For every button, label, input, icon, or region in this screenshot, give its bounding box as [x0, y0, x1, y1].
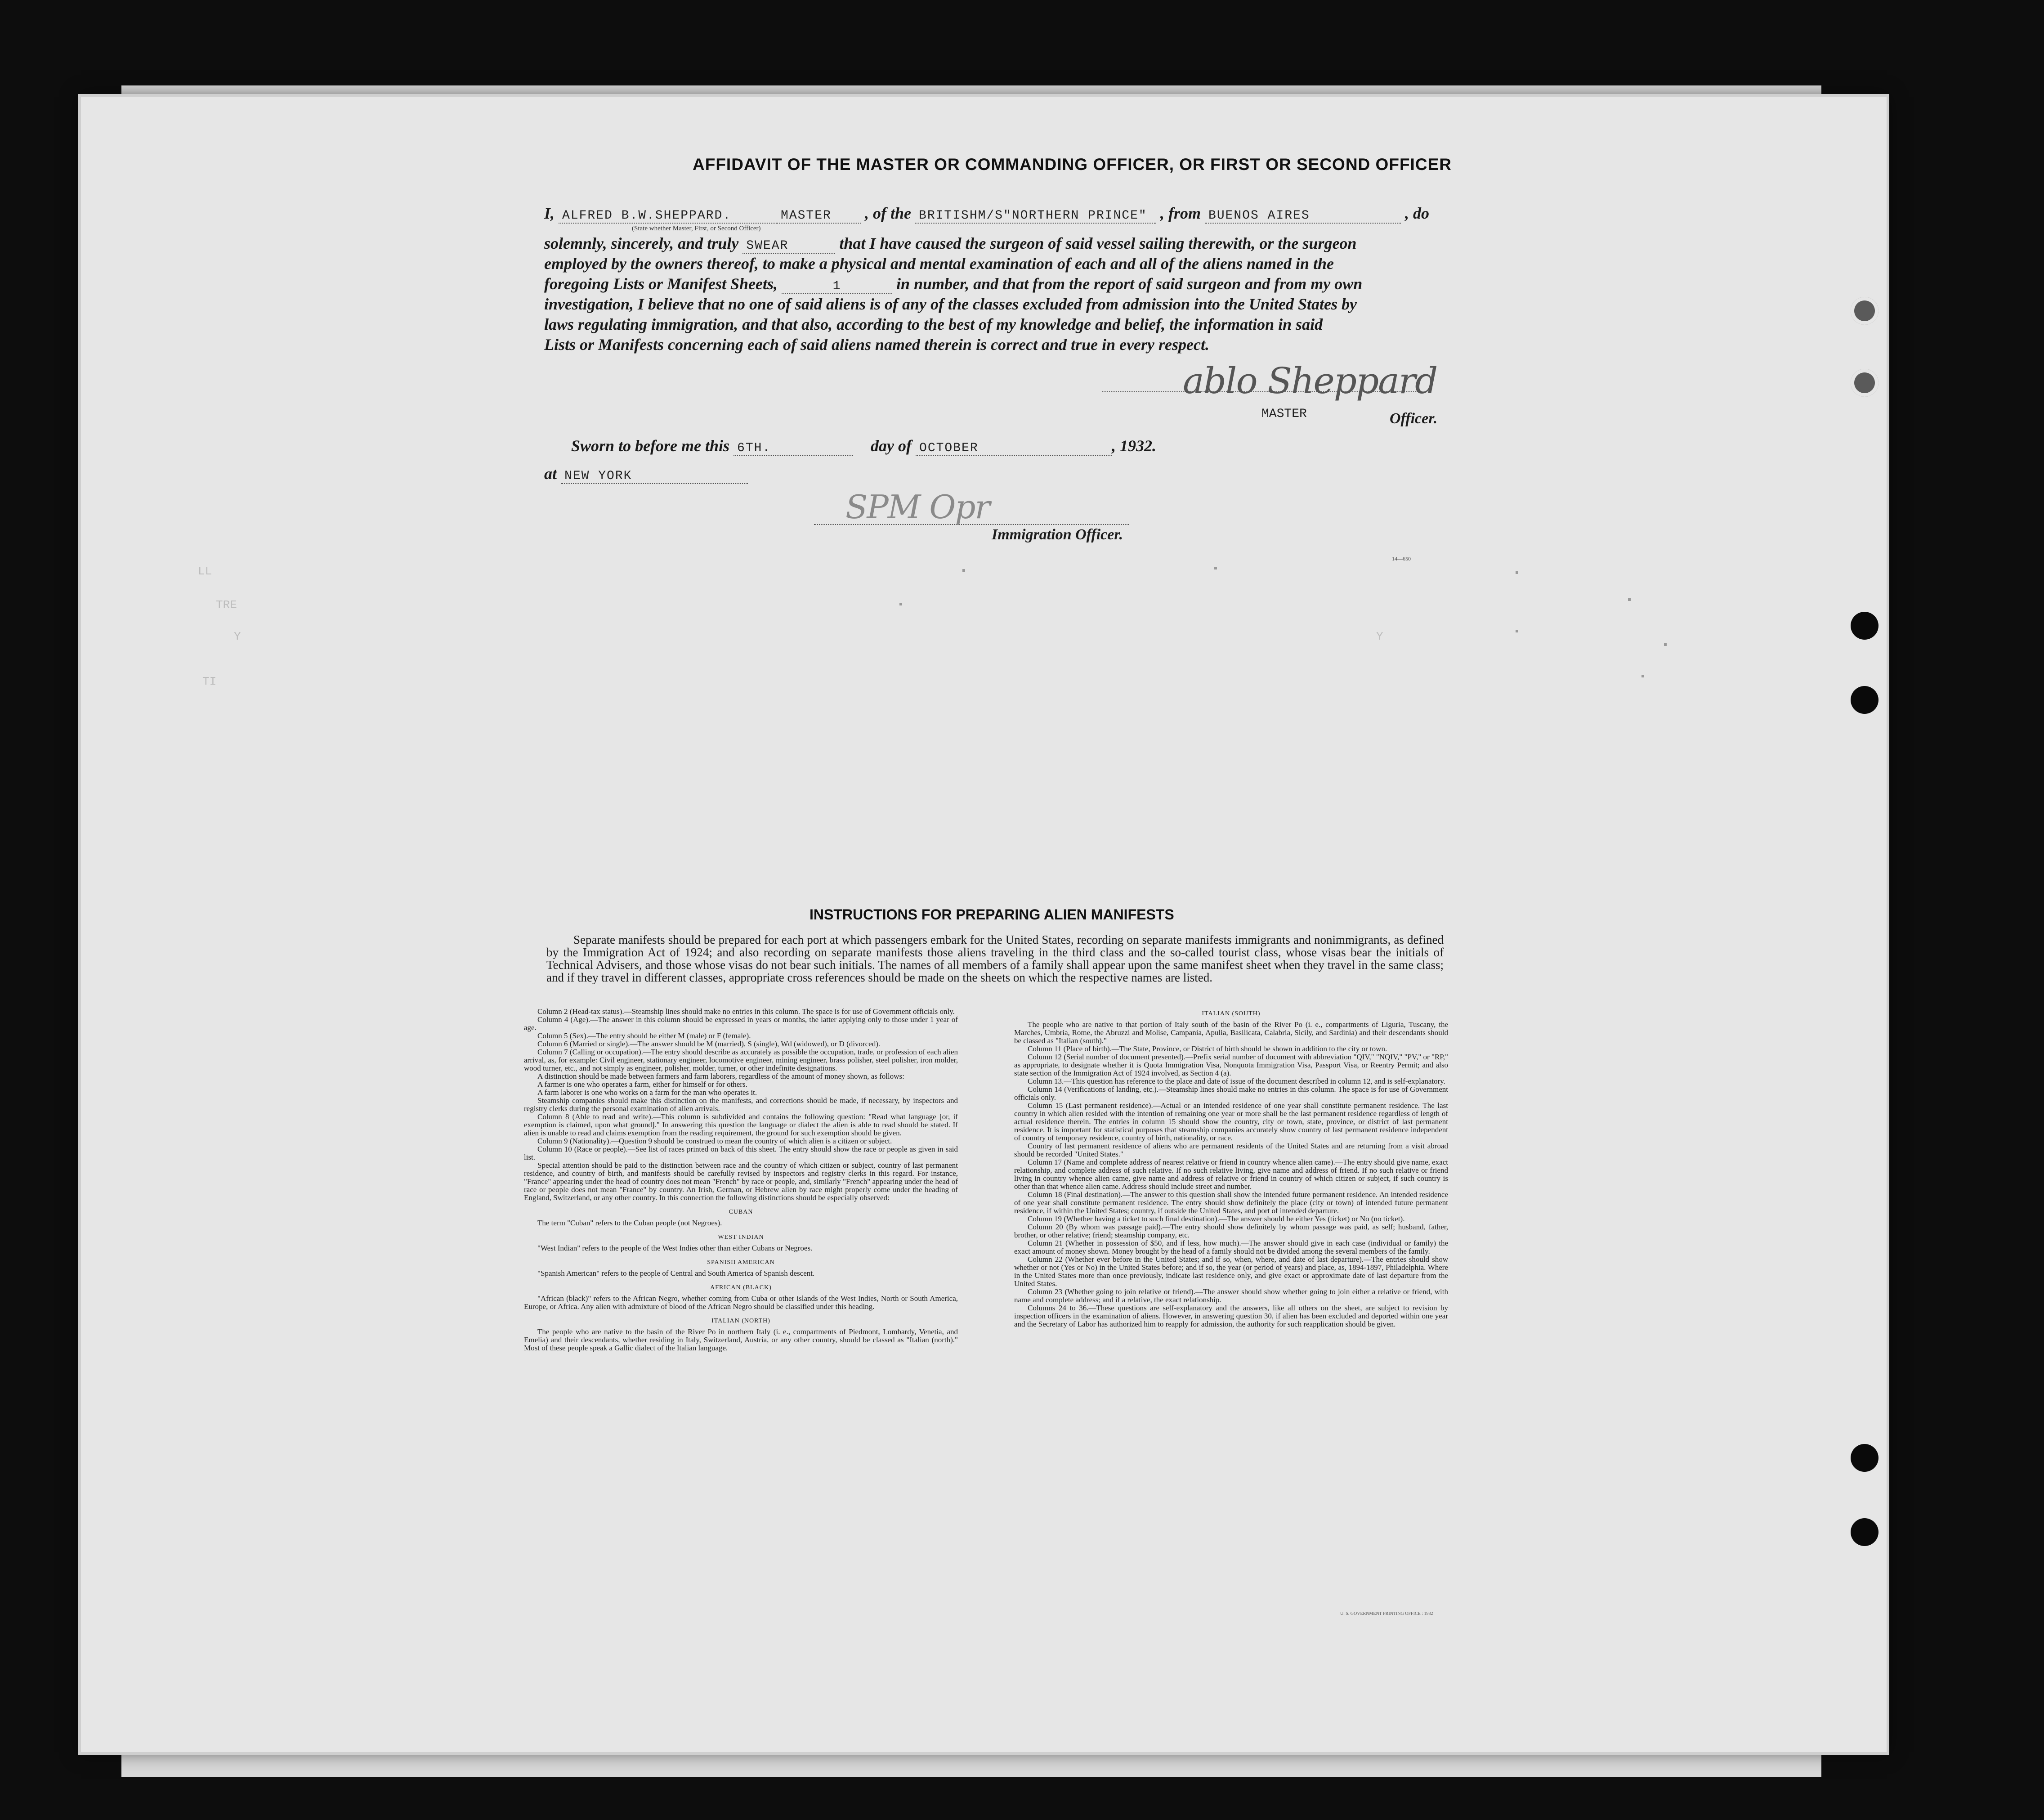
oath-field: SWEAR — [742, 239, 835, 254]
form-number: 14—650 — [1392, 556, 1411, 562]
instruction-paragraph: Special attention should be paid to the distinction between race and the country of which citizen or subject, country of last permanent residence, and country of birth, and manifests should be carefully revised by inspectors and registry clerks in this regard. For instance, "France" appearing under the head of country does not mean "French" by race or people, and, similarly "French" appearing under the head of race or people does not mean "France" by country. An Irish, German, or Hebrew alien by race might properly come under the heading of England, Switzerland, or any other country. In this connection the following distinctions should be especially observed: — [524, 1161, 958, 1202]
section-heading-spanish-american: SPANISH AMERICAN — [707, 1259, 775, 1266]
bleed-through-mark — [1516, 571, 1518, 574]
instructions-intro: Separate manifests should be prepared for each port at which passengers embark for the United States, recording on separate manifests immigrants and nonimmigrants, as defined by the Immigration Act of 1924; and also recording on separate manifests those aliens traveling in the third class and the so-called tourist class, whose visas bear the initials of Technical Advisers, and those whose visas do not bear such initials. The names of all members of a family shall appear upon the same manifest sheet when they travel in the same class; and if they travel in different classes, appropriate cross references should be made on the sheets on which the respective names are listed. — [546, 933, 1444, 984]
instruction-paragraph: The people who are native to that portion of Italy south of the basin of the River Po (i. e., compartments of Liguria, Tuscany, the Marches, Umbria, Rome, the Abruzzi and Molise, Campania, Apulia, Basilicata, Calabria, Sicily, and Sardinia) and their descendants should be classed as "Italian (south)." — [1014, 1020, 1448, 1045]
instruction-paragraph: Column 10 (Race or people).—See list of races printed on back of this sheet. The entry should show the race or people as given in said list. — [524, 1145, 958, 1161]
instruction-paragraph: Column 22 (Whether ever before in the United States; and if so, when, where, and date of last departure).—The entries should show whether or not (Yes or No) in the United States before; and if so, the year (or period of years) and place, as, 1894-1897, Philadelphia. Where in the United States more than once previously, indicate last residence only, and give exact or approximate date of last departure from the United States. — [1014, 1255, 1448, 1288]
sworn-text: day of — [871, 437, 912, 455]
section-heading-cuban: CUBAN — [729, 1209, 753, 1215]
instruction-paragraph: Column 4 (Age).—The answer in this column should be expressed in years or months, the latter applying only to those under 1 year of age. — [524, 1015, 958, 1032]
sworn-day-field: 6TH. — [734, 441, 853, 456]
printer-imprint: U. S. GOVERNMENT PRINTING OFFICE : 1932 — [1340, 1611, 1433, 1616]
instruction-paragraph: A farm laborer is one who works on a farm for the man who operates it. — [537, 1088, 757, 1097]
bleed-through-mark — [1214, 567, 1217, 569]
officer-label: Officer. — [1390, 410, 1438, 427]
bleed-through-text: Y — [1376, 630, 1383, 643]
sworn-line — [544, 436, 1156, 456]
affidavit-line-2 — [544, 234, 1356, 254]
instruction-paragraph: Columns 24 to 36.—These questions are self-explanatory and the answers, like all others on the sheet, are subject to revision by inspection officers in the examination of aliens. However, in answering question 30, if alien has been excluded and deported within one year and the Secretary of Labor has authorized him to reapply for admission, the authority for such reapplication should be given. — [1014, 1304, 1448, 1328]
instruction-paragraph: Column 12 (Serial number of document presented).—Prefix serial number of document with abbreviation "QIV," "NQIV," "PV," or "RP," as appropriate, to designate whether it is Quota Immigration Visa, Nonquota Immigration Visa, Passport Visa, or Reentry Permit; and also state section of the Immigration Act of 1924 involved, as Section 4 (a). — [1014, 1053, 1448, 1077]
affidavit-i: I, — [544, 204, 555, 222]
bleed-through-text: Y — [234, 630, 241, 643]
section-heading-african: AFRICAN (BLACK) — [710, 1284, 772, 1291]
binder-hole — [1851, 686, 1879, 714]
affidavit-text: solemnly, sincerely, and truly — [544, 234, 739, 252]
binder-hole — [1851, 1444, 1879, 1472]
binder-hole — [1851, 297, 1879, 325]
instruction-paragraph: Column 20 (By whom was passage paid).—The entry should show definitely by whom passage was paid, as self; husband, father, brother, or other relative; friend; steamship company, etc. — [1014, 1223, 1448, 1239]
instruction-paragraph: "Spanish American" refers to the people of Central and South America of Spanish descent. — [537, 1269, 815, 1278]
bleed-through-mark — [962, 569, 965, 572]
of-the-label: , of the — [865, 204, 912, 222]
instruction-paragraph: Column 15 (Last permanent residence).—Actual or an intended residence of one year shall constitute permanent residence. The last country in which alien resided with the intention of remaining one year or more shall be the last permanent residence regardless of length of actual residence therein. The entries in column 15 should show the country, city or town, state, province, or district of last permanent residence. It is important for statistical purposes that steamship companies accurately show country of last permanent residence independent of country of temporary residence, country of birth, nationality, or race. — [1014, 1101, 1448, 1142]
sheet-count-field: 1 — [782, 279, 892, 294]
instruction-paragraph: Column 19 (Whether having a ticket to such final destination).—The answer should be either Yes (ticket) or No (no ticket). — [1028, 1215, 1405, 1223]
instructions-title: INSTRUCTIONS FOR PREPARING ALIEN MANIFESTS — [810, 906, 1174, 923]
binder-hole — [1851, 612, 1879, 640]
sworn-month-field: OCTOBER — [916, 441, 1112, 456]
affidavit-line-4 — [544, 274, 1362, 294]
from-label: , from — [1160, 204, 1201, 222]
bleed-through-mark — [1628, 598, 1631, 601]
rank-note: (State whether Master, First, or Second Officer) — [632, 225, 761, 232]
bleed-through-text: TI — [202, 675, 217, 688]
section-heading-west-indian: WEST INDIAN — [718, 1234, 764, 1241]
master-name-field: ALFRED B.W.SHEPPARD. — [559, 209, 777, 224]
section-heading-italian-north: ITALIAN (NORTH) — [711, 1318, 770, 1324]
instructions-right-column — [1014, 1010, 1448, 1328]
instruction-paragraph: The term "Cuban" refers to the Cuban people (not Negroes). — [537, 1219, 722, 1227]
vessel-field: BRITISHM/S"NORTHERN PRINCE" — [915, 209, 1156, 224]
do-label: , do — [1405, 204, 1430, 222]
sworn-place-field: NEW YORK — [561, 469, 748, 484]
instruction-paragraph: Column 6 (Married or single).—The answer should be M (married), S (single), Wd (widowed), or D (divorced). — [537, 1040, 881, 1048]
sworn-text: Sworn to before me this — [571, 437, 730, 455]
affidavit-text: foregoing Lists or Manifest Sheets, — [544, 275, 778, 293]
binder-hole — [1851, 369, 1879, 397]
affidavit-line-1 — [544, 204, 1429, 224]
instruction-paragraph: Column 14 (Verifications of landing, etc.).—Steamship lines should make no entries in this column. The space is for use of Government officials only. — [1014, 1085, 1448, 1102]
immigration-officer-signature: SPM Opr — [845, 488, 989, 526]
affidavit-text: that I have caused the surgeon of said vessel sailing therewith, or the surgeon — [839, 234, 1357, 252]
affidavit-text: in number, and that from the report of said surgeon and from my own — [896, 275, 1363, 293]
binder-hole — [1851, 1518, 1879, 1546]
port-from-field: BUENOS AIRES — [1205, 209, 1401, 224]
affidavit-line-3: employed by the owners thereof, to make a physical and mental examination of each and all of the aliens named in the — [544, 255, 1334, 273]
instruction-paragraph: Column 17 (Name and complete address of nearest relative or friend in country whence alien came).—The entry should give name, exact relationship, and complete address of such relative. If no such relative living, give name and address of friend. If no such relative or friend living in country whence alien came, give name and address of relative or friend in country of which citizen or subject, if such country is other than that whence alien came. Address should include street and number. — [1014, 1158, 1448, 1191]
bleed-through-mark — [1516, 630, 1518, 632]
instruction-paragraph: Steamship companies should make this distinction on the manifests, and corrections should be made, if necessary, by inspectors and registry clerks during the personal examination of alien arrivals. — [524, 1096, 958, 1113]
instruction-paragraph: Column 9 (Nationality).—Question 9 should be construed to mean the country of which alien is a citizen or subject. — [537, 1137, 892, 1145]
immigration-officer-label: Immigration Officer. — [992, 526, 1123, 543]
sworn-place-line — [544, 464, 748, 484]
affidavit-line-7: Lists or Manifests concerning each of said aliens named therein is correct and true in every respect. — [544, 336, 1209, 354]
signer-title: MASTER — [1261, 407, 1307, 421]
instruction-paragraph: Country of last permanent residence of aliens who are permanent residents of the United States and are returning from a visit abroad should be recorded "United States." — [1014, 1142, 1448, 1158]
bleed-through-mark — [899, 603, 902, 605]
instruction-paragraph: Column 11 (Place of birth).—The State, Province, or District of birth should be shown in addition to the city or town. — [1028, 1044, 1387, 1053]
instruction-paragraph: Column 8 (Able to read and write).—This column is subdivided and contains the following question: "Read what language [or, if exemption is claimed, upon what ground]." In answering this question the language or dialect the alien is able to read should be stated. If alien is unable to read and claims exemption from the reading requirement, the ground for such exemption should be given. — [524, 1112, 958, 1137]
master-signature: ablo Sheppard — [1183, 360, 1437, 402]
instruction-paragraph: A distinction should be made between farmers and farm laborers, regardless of the amount of money shown, as follows: — [537, 1072, 904, 1080]
instruction-paragraph: "African (black)" refers to the African Negro, whether coming from Cuba or other islands of the West Indies, North or South America, Europe, or Africa. Any alien with admixture of blood of the African Negro should be classified under this heading. — [524, 1294, 958, 1311]
bleed-through-text: TRE — [216, 598, 237, 612]
instructions-left-column — [524, 1008, 958, 1352]
affidavit-line-6: laws regulating immigration, and that also, according to the best of my knowledge and belief, the information in said — [544, 315, 1323, 333]
instruction-paragraph: A farmer is one who operates a farm, either for himself or for others. — [537, 1080, 747, 1089]
master-rank-field: MASTER — [777, 209, 861, 224]
bleed-through-mark — [1641, 675, 1644, 677]
instruction-paragraph: Column 21 (Whether in possession of $50, and if less, how much).—The answer should give in each case (individual or family) the exact amount of money shown. Money brought by the head of a family should not be divided among the several members of the family. — [1014, 1239, 1448, 1255]
instruction-paragraph: Column 2 (Head-tax status).—Steamship lines should make no entries in this column. The space is for use of Government officials only. — [537, 1007, 955, 1016]
bleed-through-text: LL — [198, 565, 212, 578]
instruction-paragraph: The people who are native to the basin of the River Po in northern Italy (i. e., compartments of Piedmont, Lombardy, Venetia, and Emelia) and their descendants, whether residing in Italy, Switzerland, Austria, or any other country, should be classed as "Italian (north)." Most of these people speak a Gallic dialect of the Italian language. — [524, 1327, 958, 1352]
instruction-paragraph: Column 13.—This question has reference to the place and date of issue of the document described in column 12, and is self-explanatory. — [1028, 1077, 1445, 1085]
instruction-paragraph: "West Indian" refers to the people of the West Indies other than either Cubans or Negroes. — [537, 1244, 813, 1252]
bleed-through-mark — [1664, 643, 1667, 646]
instruction-paragraph: Column 18 (Final destination).—The answer to this question shall show the intended future permanent residence. An intended residence of one year shall constitute permanent residence. The entry should show definitely the place (city or town) of intended future permanent residence, if within the United States; country, if outside the United States, and port of intended departure. — [1014, 1190, 1448, 1215]
instruction-paragraph: Column 5 (Sex).—The entry should be either M (male) or F (female). — [537, 1031, 751, 1040]
instruction-paragraph: Column 7 (Calling or occupation).—The entry should describe as accurately as possible the occupation, trade, or profession of each alien arrival, as, for example: Civil engineer, stationary engineer, locomotive engineer, mining engineer, brass polisher, steel polisher, iron molder, wood turner, etc., and not simply as engineer, polisher, molder, turner, or other indefinite designations. — [524, 1048, 958, 1072]
affidavit-title: AFFIDAVIT OF THE MASTER OR COMMANDING OFFICER, OR FIRST OR SECOND OFFICER — [693, 155, 1452, 174]
instruction-paragraph: Column 23 (Whether going to join relative or friend).—The answer should show whether going to join either a relative or friend, with name and complete address; and if a relative, the exact relationship. — [1014, 1287, 1448, 1304]
section-heading-italian-south: ITALIAN (SOUTH) — [1202, 1010, 1261, 1017]
sworn-text: at — [544, 465, 557, 483]
affidavit-line-5: investigation, I believe that no one of said aliens is of any of the classes excluded from admission into the United States by — [544, 295, 1357, 313]
sworn-year: , 1932. — [1112, 437, 1157, 455]
